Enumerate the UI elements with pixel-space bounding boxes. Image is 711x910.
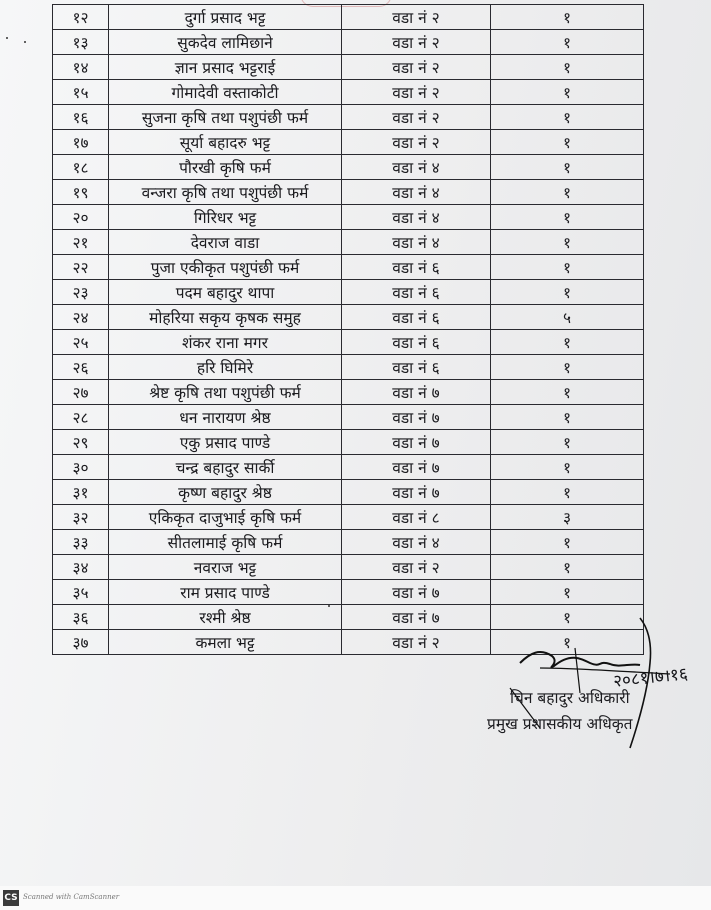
camscanner-logo-icon: CS xyxy=(3,890,19,906)
scanner-footer xyxy=(0,886,711,910)
records-table xyxy=(52,4,644,655)
count-cell: १ xyxy=(491,530,644,555)
count-cell: १ xyxy=(491,205,644,230)
ward-cell: वडा नं २ xyxy=(342,630,491,655)
name-cell: सूर्या बहादरु भट्ट xyxy=(109,130,342,155)
table-row xyxy=(53,80,644,105)
serial-number-cell: ३३ xyxy=(53,530,109,555)
name-cell: गोमादेवी वस्ताकोटी xyxy=(109,80,342,105)
table-row xyxy=(53,380,644,405)
serial-number-cell: २८ xyxy=(53,405,109,430)
name-cell: श्रेष्ट कृषि तथा पशुपंछी फर्म xyxy=(109,380,342,405)
table-row xyxy=(53,305,644,330)
serial-number-cell: ३५ xyxy=(53,580,109,605)
name-cell: वन्जरा कृषि तथा पशुपंछी फर्म xyxy=(109,180,342,205)
count-cell: १ xyxy=(491,55,644,80)
name-cell: चन्द्र बहादुर सार्की xyxy=(109,455,342,480)
name-cell: पदम बहादुर थापा xyxy=(109,280,342,305)
ward-cell: वडा नं ७ xyxy=(342,405,491,430)
serial-number-cell: २७ xyxy=(53,380,109,405)
count-cell: १ xyxy=(491,580,644,605)
name-cell: नवराज भट्ट xyxy=(109,555,342,580)
serial-number-cell: १५ xyxy=(53,80,109,105)
ward-cell: वडा नं २ xyxy=(342,130,491,155)
count-cell: १ xyxy=(491,430,644,455)
serial-number-cell: २२ xyxy=(53,255,109,280)
table-row xyxy=(53,355,644,380)
count-cell: १ xyxy=(491,130,644,155)
serial-number-cell: १२ xyxy=(53,5,109,30)
signature-date: २०८१।७।१६ xyxy=(612,664,689,692)
name-cell: धन नारायण श्रेष्ठ xyxy=(109,405,342,430)
records-table-body xyxy=(53,5,644,655)
table-row xyxy=(53,30,644,55)
count-cell: १ xyxy=(491,480,644,505)
ward-cell: वडा नं ६ xyxy=(342,355,491,380)
name-cell: ज्ञान प्रसाद भट्टराई xyxy=(109,55,342,80)
ward-cell: वडा नं ४ xyxy=(342,155,491,180)
name-cell: एकिकृत दाजुभाई कृषि फर्म xyxy=(109,505,342,530)
ward-cell: वडा नं ४ xyxy=(342,530,491,555)
scan-speck xyxy=(24,41,26,43)
ward-cell: वडा नं ७ xyxy=(342,430,491,455)
serial-number-cell: १३ xyxy=(53,30,109,55)
name-cell: गिरिधर भट्ट xyxy=(109,205,342,230)
ward-cell: वडा नं ७ xyxy=(342,455,491,480)
table-row xyxy=(53,155,644,180)
serial-number-cell: ३४ xyxy=(53,555,109,580)
table-row xyxy=(53,255,644,280)
name-cell: हरि घिमिरे xyxy=(109,355,342,380)
table-row xyxy=(53,405,644,430)
serial-number-cell: २९ xyxy=(53,430,109,455)
signatory-name: चिन बहादुर अधिकारी xyxy=(510,689,630,707)
ward-cell: वडा नं २ xyxy=(342,5,491,30)
ward-cell: वडा नं ६ xyxy=(342,330,491,355)
count-cell: १ xyxy=(491,455,644,480)
count-cell: १ xyxy=(491,355,644,380)
table-row xyxy=(53,455,644,480)
ward-cell: वडा नं २ xyxy=(342,80,491,105)
name-cell: दुर्गा प्रसाद भट्ट xyxy=(109,5,342,30)
serial-number-cell: ३१ xyxy=(53,480,109,505)
count-cell: १ xyxy=(491,105,644,130)
ward-cell: वडा नं २ xyxy=(342,105,491,130)
table-row xyxy=(53,505,644,530)
table-row xyxy=(53,105,644,130)
ward-cell: वडा नं २ xyxy=(342,55,491,80)
serial-number-cell: १४ xyxy=(53,55,109,80)
serial-number-cell: २४ xyxy=(53,305,109,330)
table-row xyxy=(53,280,644,305)
name-cell: सीतलामाई कृषि फर्म xyxy=(109,530,342,555)
serial-number-cell: ३२ xyxy=(53,505,109,530)
count-cell: १ xyxy=(491,155,644,180)
ward-cell: वडा नं २ xyxy=(342,555,491,580)
name-cell: एकु प्रसाद पाण्डे xyxy=(109,430,342,455)
name-cell: देवराज वाडा xyxy=(109,230,342,255)
name-cell: मोहरिया सकृय कृषक समुह xyxy=(109,305,342,330)
count-cell: १ xyxy=(491,30,644,55)
name-cell: रश्मी श्रेष्ठ xyxy=(109,605,342,630)
name-cell: शंकर राना मगर xyxy=(109,330,342,355)
count-cell: १ xyxy=(491,230,644,255)
serial-number-cell: ३० xyxy=(53,455,109,480)
serial-number-cell: १९ xyxy=(53,180,109,205)
serial-number-cell: २३ xyxy=(53,280,109,305)
ward-cell: वडा नं ४ xyxy=(342,205,491,230)
ward-cell: वडा नं ६ xyxy=(342,255,491,280)
table-row xyxy=(53,530,644,555)
ward-cell: वडा नं २ xyxy=(342,30,491,55)
count-cell: १ xyxy=(491,80,644,105)
table-row xyxy=(53,555,644,580)
serial-number-cell: २० xyxy=(53,205,109,230)
name-cell: कृष्ण बहादुर श्रेष्ठ xyxy=(109,480,342,505)
count-cell: १ xyxy=(491,405,644,430)
table-row xyxy=(53,330,644,355)
name-cell: कमला भट्ट xyxy=(109,630,342,655)
ward-cell: वडा नं ४ xyxy=(342,180,491,205)
ward-cell: वडा नं ४ xyxy=(342,230,491,255)
serial-number-cell: २१ xyxy=(53,230,109,255)
count-cell: १ xyxy=(491,280,644,305)
serial-number-cell: ३६ xyxy=(53,605,109,630)
name-cell: पुजा एकीकृत पशुपंछी फर्म xyxy=(109,255,342,280)
count-cell: १ xyxy=(491,180,644,205)
ward-cell: वडा नं ७ xyxy=(342,580,491,605)
table-row xyxy=(53,430,644,455)
table-row xyxy=(53,205,644,230)
serial-number-cell: १८ xyxy=(53,155,109,180)
table-row xyxy=(53,230,644,255)
table-row xyxy=(53,480,644,505)
scanner-watermark: Scanned with CamScanner xyxy=(23,893,120,901)
count-cell: १ xyxy=(491,380,644,405)
signatory-title: प्रमुख प्रशासकीय अधिकृत xyxy=(487,715,633,733)
count-cell: ५ xyxy=(491,305,644,330)
count-cell: १ xyxy=(491,630,644,655)
table-row xyxy=(53,580,644,605)
serial-number-cell: २५ xyxy=(53,330,109,355)
scan-speck xyxy=(6,37,8,39)
count-cell: १ xyxy=(491,555,644,580)
serial-number-cell: ३७ xyxy=(53,630,109,655)
ward-cell: वडा नं ७ xyxy=(342,605,491,630)
ward-cell: वडा नं ८ xyxy=(342,505,491,530)
serial-number-cell: १६ xyxy=(53,105,109,130)
count-cell: १ xyxy=(491,255,644,280)
serial-number-cell: २६ xyxy=(53,355,109,380)
table-row xyxy=(53,180,644,205)
name-cell: सुकदेव लामिछाने xyxy=(109,30,342,55)
table-row xyxy=(53,55,644,80)
ward-cell: वडा नं ७ xyxy=(342,480,491,505)
name-cell: राम प्रसाद पाण्डे xyxy=(109,580,342,605)
ward-cell: वडा नं ७ xyxy=(342,380,491,405)
serial-number-cell: १७ xyxy=(53,130,109,155)
count-cell: १ xyxy=(491,330,644,355)
ward-cell: वडा नं ६ xyxy=(342,305,491,330)
ward-cell: वडा नं ६ xyxy=(342,280,491,305)
count-cell: ३ xyxy=(491,505,644,530)
name-cell: सुजना कृषि तथा पशुपंछी फर्म xyxy=(109,105,342,130)
count-cell: १ xyxy=(491,5,644,30)
table-row xyxy=(53,130,644,155)
count-cell: १ xyxy=(491,605,644,630)
name-cell: पौरखी कृषि फर्म xyxy=(109,155,342,180)
table-row xyxy=(53,5,644,30)
